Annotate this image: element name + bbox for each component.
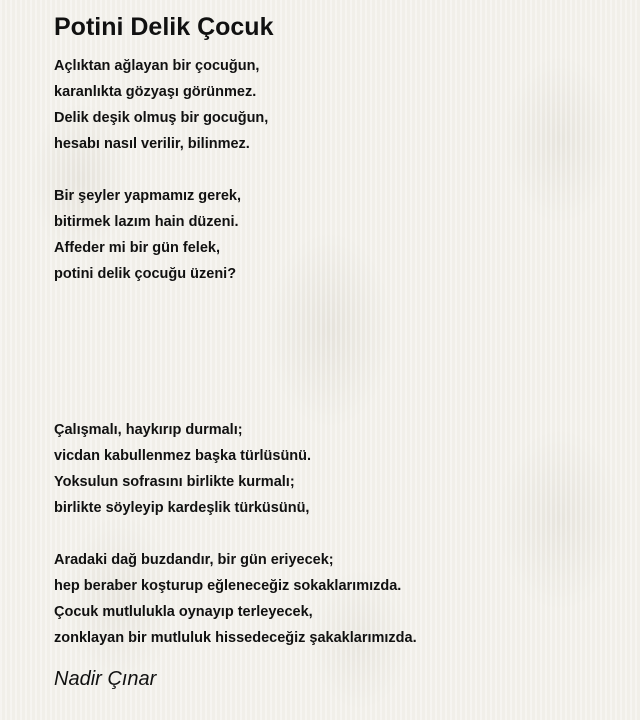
poem-line: potini delik çocuğu üzeni?: [54, 266, 237, 282]
poem-line: hesabı nasıl verilir, bilinmez.: [54, 136, 250, 152]
poem-line: hep beraber koşturup eğleneceğiz sokaklarımızda.: [54, 578, 402, 594]
poem-line: zonklayan bir mutluluk hissedeceğiz şakaklarımızda.: [54, 630, 417, 646]
poem-line: Delik deşik olmuş bir gocuğun,: [54, 110, 269, 126]
poem-line: Çalışmalı, haykırıp durmalı;: [54, 422, 243, 438]
stanza-1: [54, 53, 614, 157]
poem-title: Potini Delik Çocuk: [54, 13, 274, 41]
poem-line: Açlıktan ağlayan bir çocuğun,: [54, 58, 260, 74]
stanza-break: [54, 157, 614, 183]
poem-card: [54, 10, 614, 693]
poem-line: birlikte söyleyip kardeşlik türküsünü,: [54, 500, 310, 516]
stanza-break: [54, 521, 614, 547]
stanza-break-large: [54, 287, 614, 417]
poem-line: Çocuk mutlulukla oynayıp terleyecek,: [54, 604, 313, 620]
poem-line: Bir şeyler yapmamız gerek,: [54, 188, 241, 204]
poem-line: Yoksulun sofrasını birlikte kurmalı;: [54, 474, 295, 490]
stanza-2: [54, 183, 614, 287]
stanza-3: [54, 417, 614, 521]
poem-line: Affeder mi bir gün felek,: [54, 240, 220, 256]
poem-author: Nadir Çınar: [54, 668, 157, 690]
poem-line: Aradaki dağ buzdandır, bir gün eriyecek;: [54, 552, 334, 568]
stanza-4: [54, 547, 614, 651]
poem-body: [54, 53, 614, 651]
poem-line: karanlıkta gözyaşı görünmez.: [54, 84, 257, 100]
poem-line: vicdan kabullenmez başka türlüsünü.: [54, 448, 312, 464]
poem-line: bitirmek lazım hain düzeni.: [54, 214, 239, 230]
